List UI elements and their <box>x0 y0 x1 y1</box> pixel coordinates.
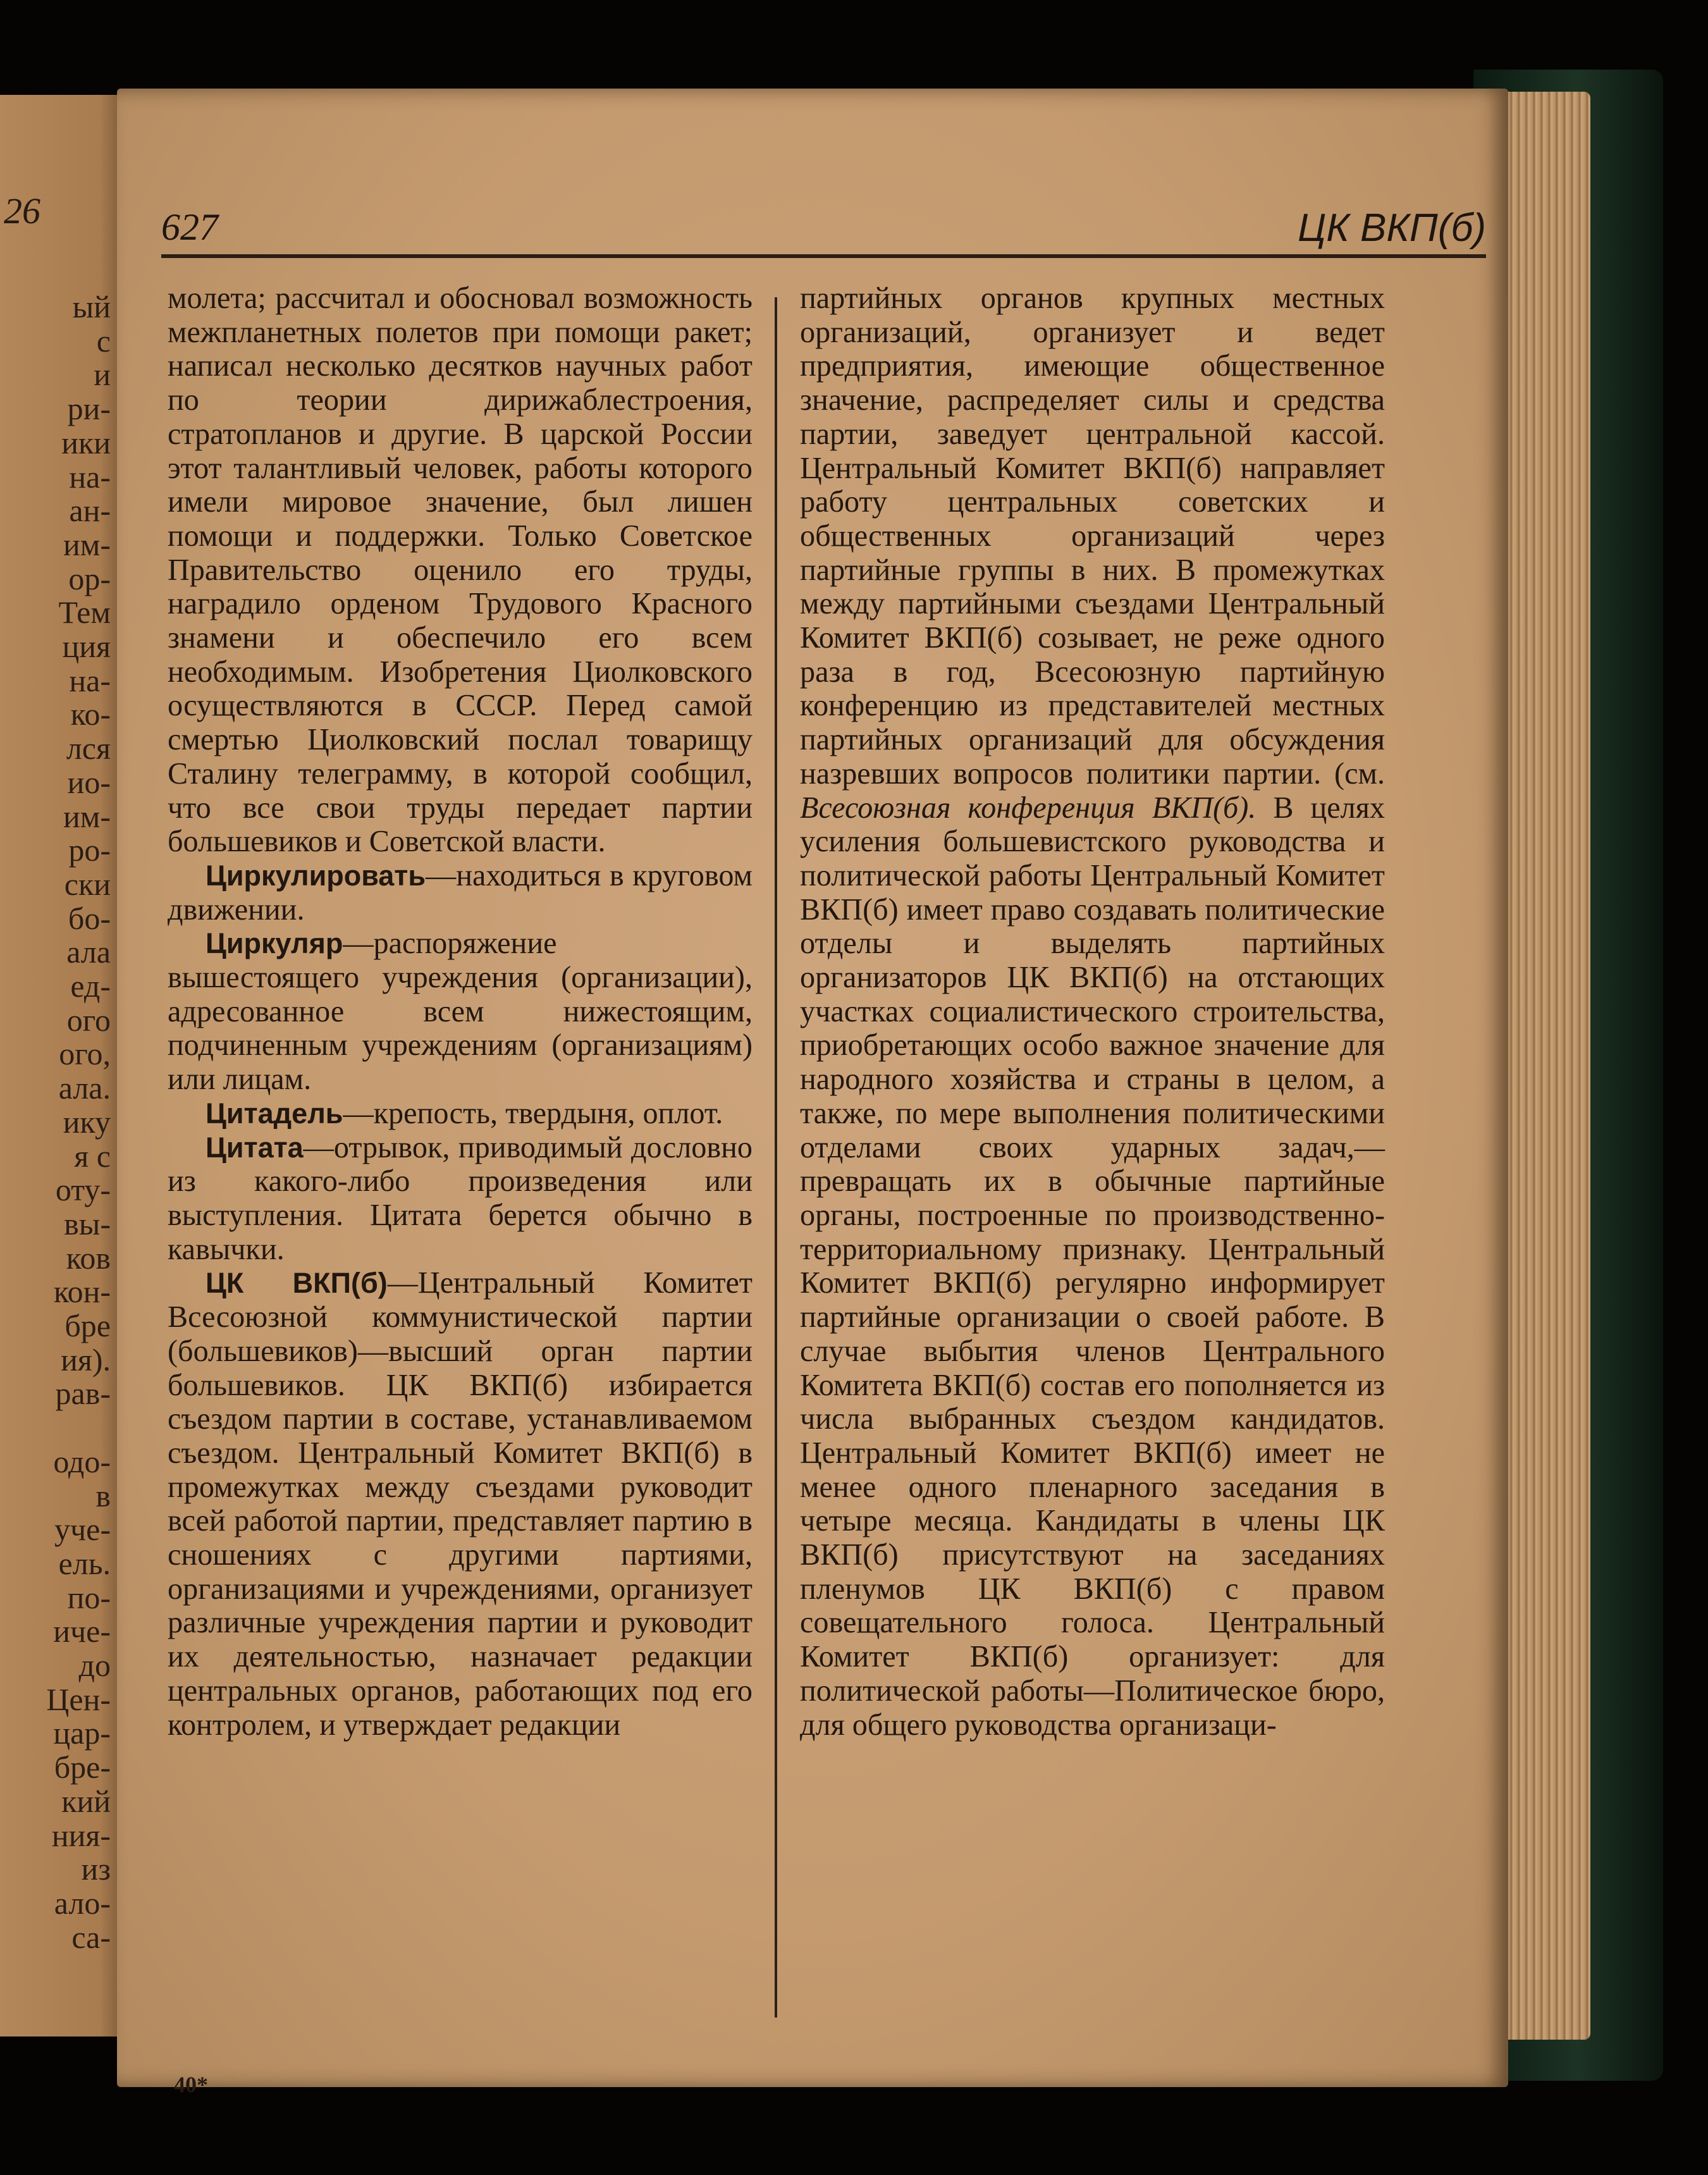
previous-page-fragment: из <box>81 1851 111 1887</box>
entry-term: Циркулировать <box>206 859 426 892</box>
right-column <box>800 281 1385 1742</box>
entry-definition: —крепость, твердыня, оплот. <box>343 1096 723 1130</box>
entry-circulate <box>168 859 753 927</box>
previous-page-fragment: ия). <box>61 1341 111 1377</box>
continued-paragraph <box>800 281 1385 1742</box>
entry-citadel <box>168 1097 753 1131</box>
running-title: ЦК ВКП(б) <box>1298 206 1486 250</box>
previous-page-fragment: ски <box>64 866 111 902</box>
previous-page-fragment: им- <box>63 526 111 562</box>
previous-page-fragment: по- <box>67 1579 111 1615</box>
entry-circular <box>168 927 753 1097</box>
previous-page-fragment: в <box>95 1477 111 1513</box>
previous-page-fragment: ро- <box>68 832 111 868</box>
previous-page-fragment: одо- <box>53 1443 111 1479</box>
continued-paragraph: молета; рассчитал и обосновал возможность межпланетных полетов при помощи ракет; написал несколько десятков научных работ по теории дирижаблестроения, стратопланов и другие. В царской России этот талантливый человек, работы которого имели мировое значение, был лишен помощи и поддержки. Только Советское Правительство оценило его труды, наградило орденом Трудового Красного знамени и обеспечило его всем необходимым. Изобретения Циолковского осуществляются в СССР. Перед самой смертью Циолковский послал товарищу Сталину телеграмму, в которой сообщил, что все свои труды передает партии большевиков и Советской власти. <box>168 281 753 859</box>
header-rule <box>161 254 1486 258</box>
previous-page-fragment: с <box>96 323 111 359</box>
previous-page-fragment: им- <box>63 798 111 834</box>
previous-page-fragment: ику <box>63 1104 111 1140</box>
previous-page-fragment: ед- <box>70 968 111 1004</box>
book-page <box>117 89 1508 2097</box>
previous-page-fragment: ция <box>62 629 111 664</box>
previous-page-fragment: иче- <box>53 1613 111 1649</box>
entry-definition: —находиться в круговом движении. <box>168 858 753 927</box>
previous-page-fragment: оту- <box>55 1172 111 1208</box>
previous-page-fragment: ала. <box>58 1070 111 1106</box>
printer-signature: 40* <box>174 2072 208 2097</box>
entry-definition: —отрывок, приводимый дословно из какого-либо произведения или выступления. Цитата берется обычно в кавычки. <box>168 1130 753 1266</box>
previous-page-fragment: ко- <box>70 696 111 732</box>
previous-page-fragment: бре <box>65 1308 111 1343</box>
entry-ck-vkpb <box>168 1266 753 1742</box>
previous-page-fragment: ния- <box>51 1817 111 1853</box>
previous-page-fragment: лся <box>66 730 111 767</box>
previous-page-fragment: уче- <box>54 1512 111 1548</box>
previous-page-fragment: кон- <box>53 1274 111 1310</box>
previous-page-fragment: рав- <box>55 1376 111 1412</box>
previous-page-fragment: и <box>94 357 111 393</box>
entry-term: ЦК ВКП(б) <box>206 1267 388 1300</box>
previous-page-fragment: вы- <box>64 1205 111 1242</box>
previous-page-fragment: до <box>78 1648 111 1683</box>
previous-page-fragment: ков <box>66 1240 111 1276</box>
previous-page-fragment: са- <box>71 1919 111 1955</box>
previous-page-fragment: ый <box>72 289 111 324</box>
previous-page-fragment: кий <box>61 1783 111 1819</box>
previous-page-fragment: я с <box>74 1138 111 1174</box>
column-divider <box>775 297 777 2018</box>
previous-page-fragment: бре- <box>54 1749 111 1785</box>
previous-page-fragment: на- <box>69 662 111 698</box>
previous-page-fragment: ала <box>66 934 111 970</box>
entry-definition: —Центральный Комитет Всесоюзной коммунистической партии (большевиков)—высший орган партии большевиков. ЦК ВКП(б) избирается съездом партии в составе, устанавливаемом съездом. Центральный Комитет ВКП(б) в промежутках между съездами руководит всей работой партии, представляет партию в сношениях с другими партиями, организациями и учреждениями, организует различные учреждения партии и руководит их деятельностью, назначает редакции центральных органов, работающих под его контролем, и утверждает редакции <box>168 1266 753 1742</box>
previous-page-fragment: ики <box>61 424 111 460</box>
previous-page-fragment: ри- <box>67 391 111 427</box>
page-number: 627 <box>161 206 218 248</box>
text-part: партийных органов крупных местных организаций, организует и ведет предприятия, имеющие общественное значение, распределяет силы и средства партии, заведует центральной кассой. Центральный Комитет ВКП(б) направляет работу центральных советских и общественных организаций через партийные группы в них. В промежутках между партийными съездами Центральный Комитет ВКП(б) созывает, не реже одного раза в год, Всесоюзную партийную конференцию из представителей местных партийных организаций для обсуждения назревших вопросов политики партии. (см. <box>800 281 1385 791</box>
previous-page-fragment: цар- <box>53 1715 111 1751</box>
cross-reference: Всесоюзная конференция ВКП(б). <box>800 791 1256 825</box>
entry-quote <box>168 1131 753 1267</box>
left-column <box>168 281 753 1742</box>
previous-page-number: 26 <box>4 190 40 231</box>
previous-page-fragment: Тем <box>58 595 111 631</box>
entry-term: Цитадель <box>206 1097 343 1130</box>
previous-page-fragment: Цен- <box>46 1681 111 1717</box>
previous-page-fragment: на- <box>69 459 111 495</box>
entry-term: Цитата <box>206 1131 304 1164</box>
previous-page-fragment: ор- <box>68 560 111 596</box>
previous-page-fragment: ого <box>66 1002 111 1038</box>
text-part: В целях усиления большевистского руководства и политической работы Центральный Комитет ВКП(б) имеет право создавать политические отделы и выделять партийных организаторов ЦК ВКП(б) на отстающих участках социалистического строительства, приобретающих особо важное значение для народного хозяйства и страны в целом, а также, по мере выполнения политическими отделами своих ударных задач,—превращать их в обычные партийные органы, построенные по производственно-территориальному признаку. Центральный Комитет ВКП(б) регулярно информирует партийные организации о своей работе. В случае выбытия членов Центрального Комитета ВКП(б) состав его пополняется из числа выбранных съездом кандидатов. Центральный Комитет ВКП(б) имеет не менее одного пленарного заседания в четыре месяца. Кандидаты в члены ЦК ВКП(б) присутствуют на заседаниях пленумов ЦК ВКП(б) с правом совещательного голоса. Центральный Комитет ВКП(б) организует: для политической работы—Политическое бюро, для общего руководства организаци- <box>800 791 1385 1742</box>
previous-page-fragment: ого, <box>59 1036 111 1072</box>
previous-page-fragment: ель. <box>58 1545 111 1581</box>
entry-term: Циркуляр <box>206 927 343 960</box>
previous-page-fragment: ало- <box>54 1885 111 1921</box>
page-header <box>161 206 1486 256</box>
previous-page-fragment: ио- <box>67 764 111 800</box>
entry-definition: —распоряжение вышестоящего учреждения (организации), адресованное всем нижестоящим, подчиненным учреждениям (организациям) или лицам. <box>168 927 753 1097</box>
previous-page-fragment: бо- <box>68 900 111 936</box>
previous-page-fragment: ан- <box>69 493 111 529</box>
